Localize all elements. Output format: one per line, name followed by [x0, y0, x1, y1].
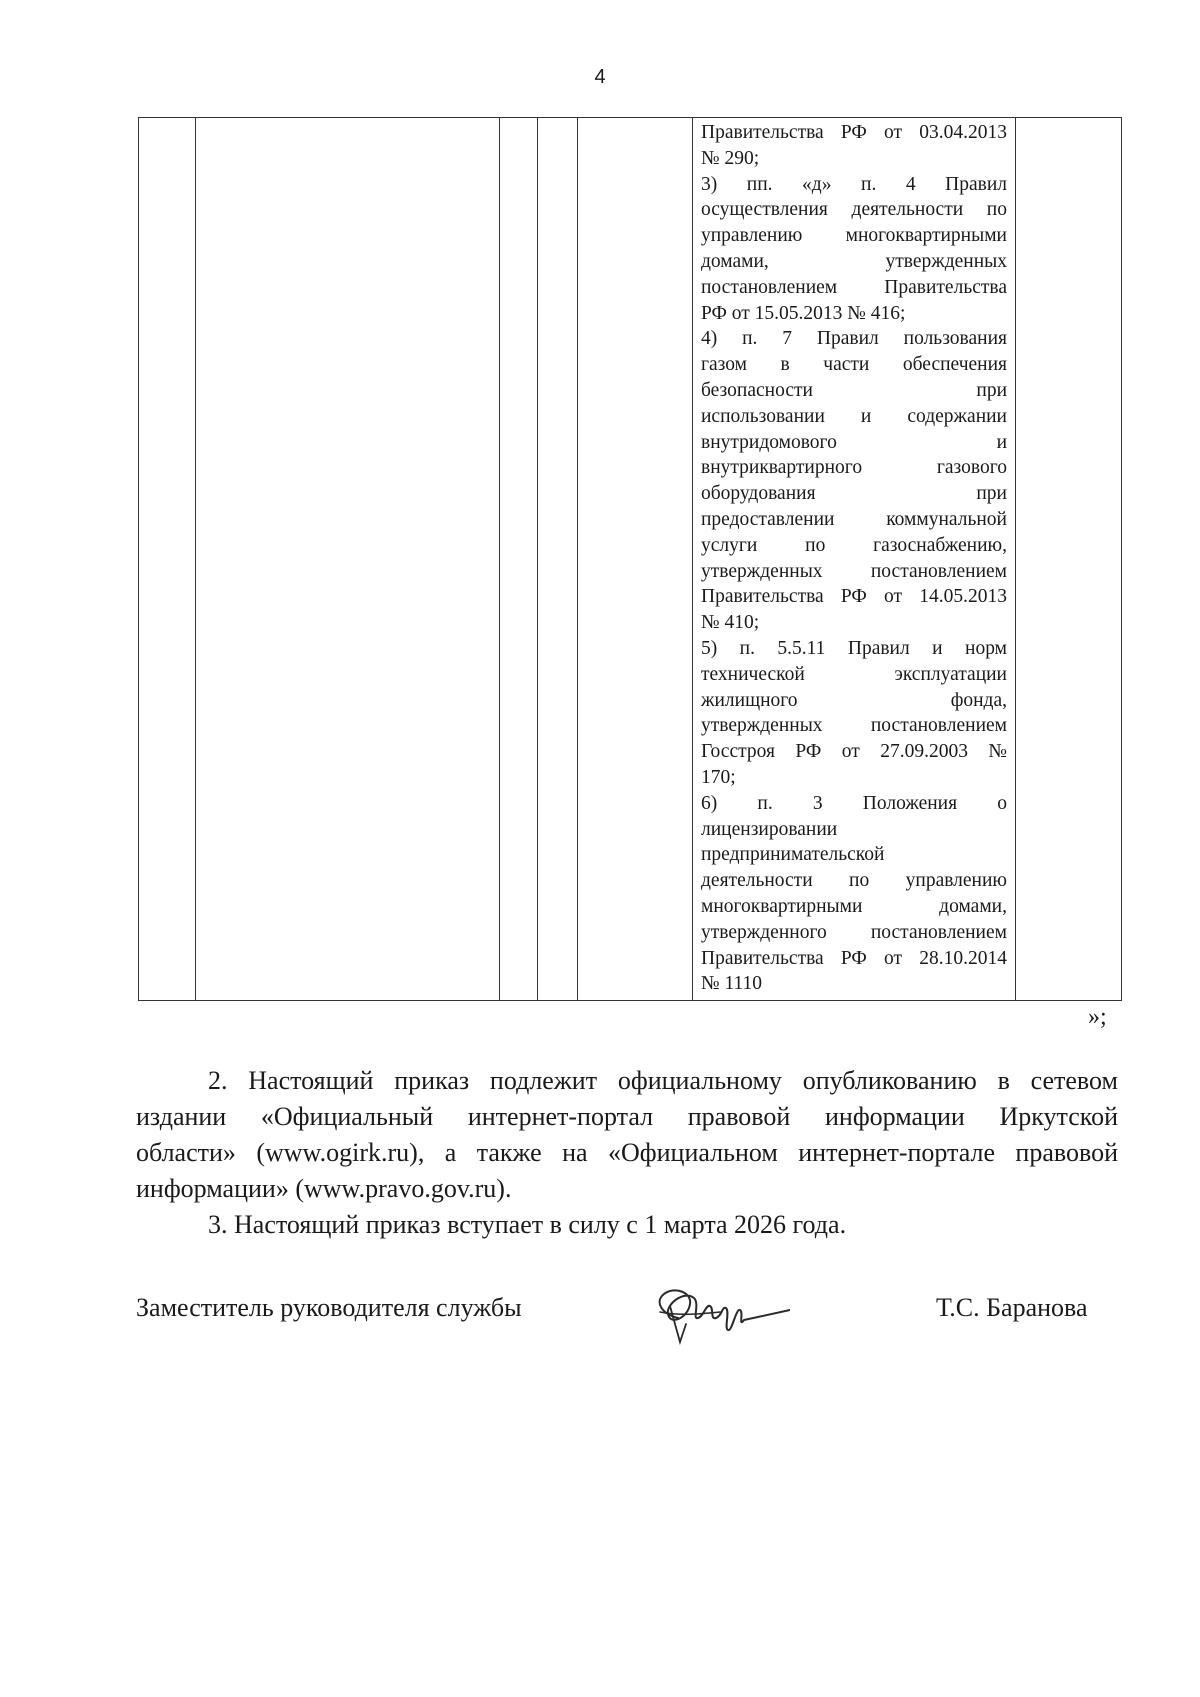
legal-basis-line: технической эксплуатации — [701, 663, 1007, 685]
handwritten-signature — [640, 1268, 790, 1368]
legal-basis-line: газом в части обеспечения — [701, 354, 1007, 376]
table-column-divider — [499, 118, 500, 1000]
legal-basis-line: безопасности при — [701, 379, 1007, 401]
legal-basis-line: внутридомового и — [701, 431, 1007, 453]
table-column-divider — [692, 118, 693, 1000]
legal-basis-line: оборудования при — [701, 483, 1007, 505]
legal-basis-line: Госстроя РФ от 27.09.2003 № — [701, 741, 1007, 763]
paragraph-publication-line: информации» (www.pravo.gov.ru). — [136, 1174, 512, 1203]
legal-basis-line: осуществления деятельности по — [701, 199, 1007, 221]
paragraph-effective-date — [136, 1207, 1118, 1243]
legal-basis-line: деятельности по управлению — [701, 870, 1007, 892]
legal-basis-line: Правительства РФ от 03.04.2013 — [701, 122, 1007, 143]
legal-basis-line: № 410; — [701, 612, 760, 634]
legal-basis-line: РФ от 15.05.2013 № 416; — [701, 302, 906, 324]
table-column-divider — [577, 118, 578, 1000]
legal-basis-line: утвержденных постановлением — [701, 560, 1007, 582]
legal-basis-line: 4) п. 7 Правил пользования — [701, 328, 1007, 350]
legal-basis-line: утвержденных постановлением — [701, 715, 1007, 737]
closing-quote: »; — [1088, 1004, 1107, 1030]
legal-basis-line: домами, утвержденных — [701, 250, 1007, 272]
legal-basis-line: жилищного фонда, — [701, 689, 1007, 711]
signatory-name: Т.С. Баранова — [936, 1293, 1088, 1322]
legal-basis-line: предоставлении коммунальной — [701, 508, 1007, 530]
legal-basis-line: управлению многоквартирными — [701, 225, 1007, 247]
legal-basis-line: № 1110 — [701, 973, 763, 995]
legal-basis-line: 5) п. 5.5.11 Правил и норм — [701, 637, 1007, 659]
legal-basis-line: предпринимательской — [701, 844, 885, 866]
legal-basis-cell — [701, 120, 1007, 997]
legal-basis-line: многоквартирными домами, — [701, 895, 1007, 917]
paragraph-publication-line: 2. Настоящий приказ подлежит официальному опубликованию в сетевом — [208, 1066, 1118, 1095]
legal-basis-line: утвержденного постановлением — [701, 921, 1007, 943]
legal-basis-line: использовании и содержании — [701, 405, 1007, 427]
table-column-divider — [195, 118, 196, 1000]
paragraph-publication-line: области» (www.ogirk.ru), а также на «Официальном интернет-портале правовой — [136, 1138, 1118, 1167]
table-column-divider — [1015, 118, 1016, 1000]
legal-basis-line: услуги по газоснабжению, — [701, 534, 1007, 556]
legal-basis-line: Правительства РФ от 28.10.2014 — [701, 947, 1007, 969]
paragraph-publication-line: издании «Официальный интернет-портал правовой информации Иркутской — [136, 1102, 1118, 1131]
legal-basis-line: внутриквартирного газового — [701, 457, 1007, 479]
legal-basis-line: лицензировании — [701, 818, 838, 840]
signatory-position: Заместитель руководителя службы — [136, 1293, 522, 1322]
paragraph-publication — [136, 1063, 1118, 1207]
paragraph-effective-date-text: 3. Настоящий приказ вступает в силу с 1 марта 2026 года. — [208, 1210, 847, 1239]
page-number: 4 — [594, 66, 606, 88]
legal-basis-line: 6) п. 3 Положения о — [701, 792, 1007, 814]
legal-basis-line: постановлением Правительства — [701, 276, 1007, 298]
legal-basis-line: Правительства РФ от 14.05.2013 — [701, 586, 1007, 608]
legal-basis-line: 3) пп. «д» п. 4 Правил — [701, 173, 1007, 195]
legal-basis-line: № 290; — [701, 147, 760, 169]
legal-basis-line: 170; — [701, 766, 736, 788]
continuation-table — [138, 117, 1122, 1001]
table-column-divider — [537, 118, 538, 1000]
